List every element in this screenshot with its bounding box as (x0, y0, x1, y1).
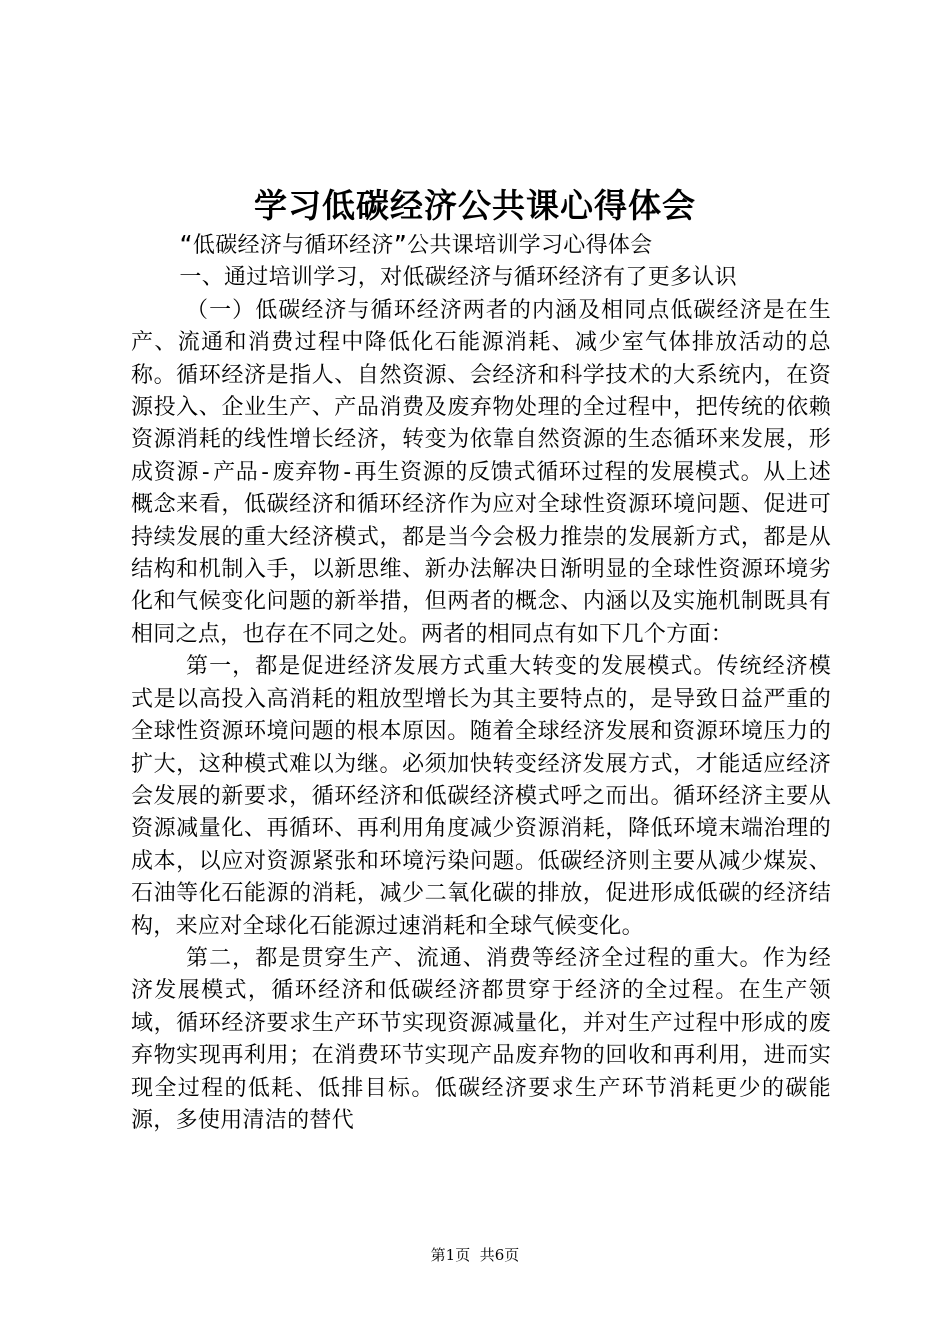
page-total: 共6页 (479, 1246, 520, 1264)
paragraph: 第一，都是促进经济发展方式重大转变的发展模式。传统经济模式是以高投入高消耗的粗放型增长为其主要特点的，是导致日益严重的全球性资源环境问题的根本原因。随着全球经济发展和资源环境压力的扩大，这种模式难以为继。必须加快转变经济发展方式，才能适应经济会发展的新要求，循环经济和低碳经济模式呼之而出。循环经济主要从资源减量化、再循环、再利用角度减少资源消耗，降低环境末端治理的成本，以应对资源紧张和环境污染问题。低碳经济则主要从减少煤炭、石油等化石能源的消耗，减少二氧化碳的排放，促进形成低碳的经济结构，来应对全球化石能源过速消耗和全球气候变化。 (131, 654, 831, 939)
page-number: 第1页 (430, 1246, 471, 1264)
paragraph: 第二，都是贯穿生产、流通、消费等经济全过程的重大。作为经济发展模式，循环经济和低碳经济都贯穿于经济的全过程。在生产领域，循环经济要求生产环节实现资源减量化，并对生产过程中形成的废弃物实现再利用；在消费环节实现产品废弃物的回收和再利用，进而实现全过程的低耗、低排目标。低碳经济要求生产环节消耗更少的碳能源，多使用清洁的替代 (131, 945, 831, 1133)
document-body (131, 230, 831, 1137)
document-title: 学习低碳经济公共课心得体会 (254, 186, 696, 225)
document-subtitle: “低碳经济与循环经济”公共课培训学习心得体会 (179, 233, 653, 258)
paragraph: （一）低碳经济与循环经济两者的内涵及相同点低碳经济是在生产、流通和消费过程中降低化石能源消耗、减少室气体排放活动的总称。循环经济是指人、自然资源、会经济和科学技术的大系统内，在资源投入、企业生产、产品消费及废弃物处理的全过程中，把传统的依赖资源消耗的线性增长经济，转变为依靠自然资源的生态循环来发展，形成资源-产品-废弃物-再生资源的反馈式循环过程的发展模式。从上述概念来看，低碳经济和循环经济作为应对全球性资源环境问题、促进可持续发展的重大经济模式，都是当今会极力推崇的发展新方式，都是从结构和机制入手，以新思维、新办法解决日渐明显的全球性资源环境劣化和气候变化问题的新举措，但两者的概念、内涵以及实施机制既具有相同之点，也存在不同之处。两者的相同点有如下几个方面： (131, 297, 831, 647)
section-heading: 一、通过培训学习，对低碳经济与循环经济有了更多认识 (179, 265, 737, 291)
page-footer (0, 1245, 950, 1265)
